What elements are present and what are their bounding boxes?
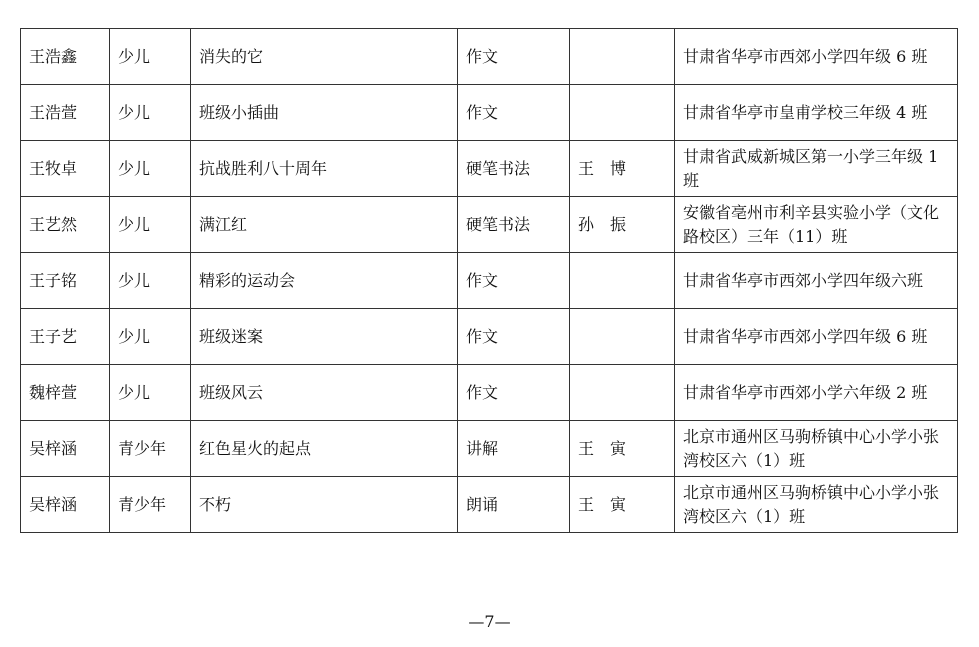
category-cell: 讲解 <box>458 421 570 477</box>
teacher-cell <box>570 85 675 141</box>
work-title-cell: 不朽 <box>191 477 458 533</box>
student-name-cell: 王子铭 <box>21 253 110 309</box>
table-row <box>21 253 958 309</box>
work-title-cell: 班级小插曲 <box>191 85 458 141</box>
category-cell: 朗诵 <box>458 477 570 533</box>
student-name-cell: 魏梓萱 <box>21 365 110 421</box>
award-list-table <box>20 28 958 533</box>
category-cell: 硬笔书法 <box>458 141 570 197</box>
work-title-cell: 班级迷案 <box>191 309 458 365</box>
age-group-cell: 少儿 <box>110 253 191 309</box>
student-name-cell: 王浩萱 <box>21 85 110 141</box>
age-group-cell: 少儿 <box>110 141 191 197</box>
student-name-cell: 吴梓涵 <box>21 421 110 477</box>
work-title-cell: 消失的它 <box>191 29 458 85</box>
teacher-cell <box>570 253 675 309</box>
age-group-cell: 少儿 <box>110 309 191 365</box>
work-title-cell: 满江红 <box>191 197 458 253</box>
table-row <box>21 197 958 253</box>
table-row <box>21 85 958 141</box>
age-group-cell: 青少年 <box>110 421 191 477</box>
school-cell: 甘肃省华亭市西郊小学四年级 6 班 <box>675 29 958 85</box>
teacher-cell: 王 寅 <box>570 477 675 533</box>
table-row <box>21 421 958 477</box>
age-group-cell: 青少年 <box>110 477 191 533</box>
table-row <box>21 141 958 197</box>
teacher-cell <box>570 365 675 421</box>
school-cell: 甘肃省华亭市西郊小学四年级六班 <box>675 253 958 309</box>
school-cell: 甘肃省华亭市皇甫学校三年级 4 班 <box>675 85 958 141</box>
age-group-cell: 少儿 <box>110 85 191 141</box>
school-cell: 甘肃省华亭市西郊小学六年级 2 班 <box>675 365 958 421</box>
category-cell: 作文 <box>458 309 570 365</box>
school-cell: 甘肃省华亭市西郊小学四年级 6 班 <box>675 309 958 365</box>
age-group-cell: 少儿 <box>110 365 191 421</box>
category-cell: 作文 <box>458 85 570 141</box>
category-cell: 作文 <box>458 253 570 309</box>
work-title-cell: 班级风云 <box>191 365 458 421</box>
category-cell: 硬笔书法 <box>458 197 570 253</box>
student-name-cell: 王艺然 <box>21 197 110 253</box>
teacher-cell: 王 博 <box>570 141 675 197</box>
teacher-cell: 王 寅 <box>570 421 675 477</box>
table-row <box>21 365 958 421</box>
age-group-cell: 少儿 <box>110 197 191 253</box>
school-cell: 安徽省亳州市利辛县实验小学（文化路校区）三年（11）班 <box>675 197 958 253</box>
student-name-cell: 王子艺 <box>21 309 110 365</box>
work-title-cell: 抗战胜利八十周年 <box>191 141 458 197</box>
teacher-cell <box>570 309 675 365</box>
work-title-cell: 精彩的运动会 <box>191 253 458 309</box>
table-row <box>21 309 958 365</box>
student-name-cell: 王浩鑫 <box>21 29 110 85</box>
category-cell: 作文 <box>458 365 570 421</box>
student-name-cell: 王牧卓 <box>21 141 110 197</box>
table-row <box>21 477 958 533</box>
school-cell: 北京市通州区马驹桥镇中心小学小张湾校区六（1）班 <box>675 421 958 477</box>
category-cell: 作文 <box>458 29 570 85</box>
school-cell: 北京市通州区马驹桥镇中心小学小张湾校区六（1）班 <box>675 477 958 533</box>
teacher-cell <box>570 29 675 85</box>
school-cell: 甘肃省武威新城区第一小学三年级 1 班 <box>675 141 958 197</box>
student-name-cell: 吴梓涵 <box>21 477 110 533</box>
page-number: —7— <box>468 612 511 631</box>
age-group-cell: 少儿 <box>110 29 191 85</box>
table-row <box>21 29 958 85</box>
teacher-cell: 孙 振 <box>570 197 675 253</box>
work-title-cell: 红色星火的起点 <box>191 421 458 477</box>
